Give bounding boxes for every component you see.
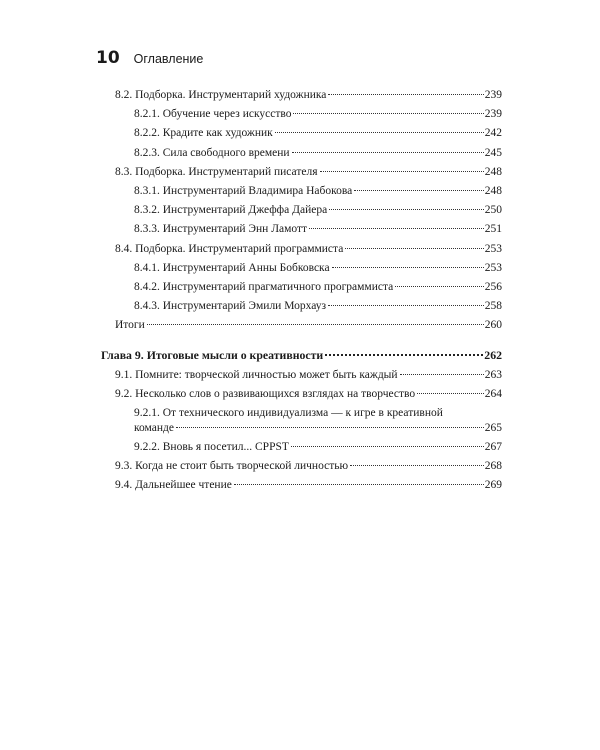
dot-leader — [309, 228, 484, 229]
toc-entry — [115, 385, 502, 404]
toc-entry — [115, 404, 502, 438]
toc-entry — [115, 201, 502, 220]
toc-entry — [115, 105, 502, 124]
dot-leader — [176, 427, 484, 428]
page-number: 10 — [96, 48, 120, 68]
toc-entry — [115, 163, 502, 182]
toc-entry-page: 263 — [484, 368, 502, 381]
toc-entry-title: 8.4.2. Инструментарий прагматичного программиста — [134, 280, 394, 293]
toc-entry-title: Итоги — [115, 319, 145, 332]
toc-entry — [115, 259, 502, 278]
toc-entry-title: 8.3. Подборка. Инструментарий писателя — [115, 165, 318, 178]
toc-entry-title: 8.2.3. Сила свободного времени — [134, 146, 290, 159]
dot-leader — [328, 94, 483, 95]
dot-leader — [332, 267, 484, 268]
toc-entry-title: 9.2.2. Вновь я посетил... CPPST — [134, 441, 289, 453]
dot-leader — [329, 209, 484, 210]
toc-entry — [115, 86, 502, 105]
toc-entry-title: 9.4. Дальнейшее чтение — [115, 479, 232, 492]
dot-leader — [417, 393, 484, 394]
toc-entry-page: 248 — [484, 184, 502, 197]
toc-entry-page: 253 — [484, 261, 502, 274]
dot-leader — [275, 132, 484, 133]
dot-leader — [345, 248, 483, 249]
page-header — [96, 48, 203, 68]
toc-entry-page: 248 — [484, 165, 502, 178]
toc-entry-page: 242 — [484, 127, 502, 140]
toc-entry-page: 239 — [484, 89, 502, 101]
toc-entry-page: 260 — [484, 319, 502, 332]
dot-leader — [328, 305, 484, 306]
toc-entry-title-line2: команде — [134, 422, 174, 434]
toc-entry — [115, 366, 502, 385]
toc-chapter-entry — [101, 346, 502, 365]
toc-entry-title: 8.2.2. Крадите как художник — [134, 127, 273, 140]
dot-leader — [292, 152, 484, 153]
toc-entry — [115, 457, 502, 476]
dot-leader — [354, 190, 484, 191]
toc-entry-page: 258 — [484, 300, 502, 313]
toc-entry-title: 8.3.3. Инструментарий Энн Ламотт — [134, 223, 308, 236]
toc-entry-title: 8.4.1. Инструментарий Анны Бобковска — [134, 261, 330, 274]
toc-entry-page: 269 — [484, 479, 502, 492]
toc-entry-page: 267 — [484, 441, 502, 453]
toc-entry-title: 9.1. Помните: творческой личностью может быть каждый — [115, 368, 398, 381]
dot-leader — [395, 286, 484, 287]
toc-entry — [115, 316, 502, 335]
toc-entry-title: 8.2. Подборка. Инструментарий художника — [115, 89, 327, 101]
toc-entry — [115, 278, 502, 297]
toc-entry-title: 8.4.3. Инструментарий Эмили Морхауз — [134, 300, 327, 313]
dot-leader — [320, 171, 484, 172]
toc-entry — [115, 144, 502, 163]
running-head: Оглавление — [133, 52, 204, 66]
dot-leader — [293, 113, 483, 114]
toc-entry-title: 9.2. Несколько слов о развивающихся взглядах на творчество — [115, 387, 416, 400]
toc-entry — [115, 476, 502, 495]
toc-entry-page: 251 — [484, 223, 502, 236]
toc-entry-page: 256 — [484, 280, 502, 293]
toc-entry-title: 8.2.1. Обучение через искусство — [134, 108, 292, 121]
dot-leader — [350, 465, 484, 466]
toc-entry — [115, 182, 502, 201]
toc-entry-title: 8.4. Подборка. Инструментарий программиста — [115, 242, 344, 255]
toc-entry-page: 264 — [484, 387, 502, 400]
dot-leader — [291, 446, 484, 447]
toc-chapter-title: Глава 9. Итоговые мысли о креативности — [101, 348, 324, 363]
dot-leader — [234, 484, 484, 485]
table-of-contents — [101, 86, 502, 496]
dot-leader — [400, 374, 484, 375]
toc-entry-title-line1: 9.2.1. От технического индивидуализма — к игре в креативной — [134, 407, 443, 419]
toc-entry-page: 245 — [484, 146, 502, 159]
toc-entry-page: 265 — [484, 422, 502, 434]
toc-entry — [115, 220, 502, 239]
dot-leader — [325, 354, 483, 356]
toc-entry — [115, 124, 502, 143]
toc-entry-page: 250 — [484, 204, 502, 217]
toc-entry-title: 8.3.1. Инструментарий Владимира Набокова — [134, 184, 353, 197]
toc-entry-page: 268 — [484, 460, 502, 473]
toc-entry-title: 9.3. Когда не стоит быть творческой личностью — [115, 460, 349, 473]
dot-leader — [147, 324, 484, 325]
toc-entry — [115, 438, 502, 457]
toc-chapter-page: 262 — [484, 348, 502, 363]
toc-entry — [115, 297, 502, 316]
toc-entry-page: 253 — [484, 242, 502, 255]
toc-entry-page: 239 — [484, 108, 502, 121]
toc-entry-title: 8.3.2. Инструментарий Джеффа Дайера — [134, 204, 328, 217]
toc-entry — [115, 240, 502, 259]
